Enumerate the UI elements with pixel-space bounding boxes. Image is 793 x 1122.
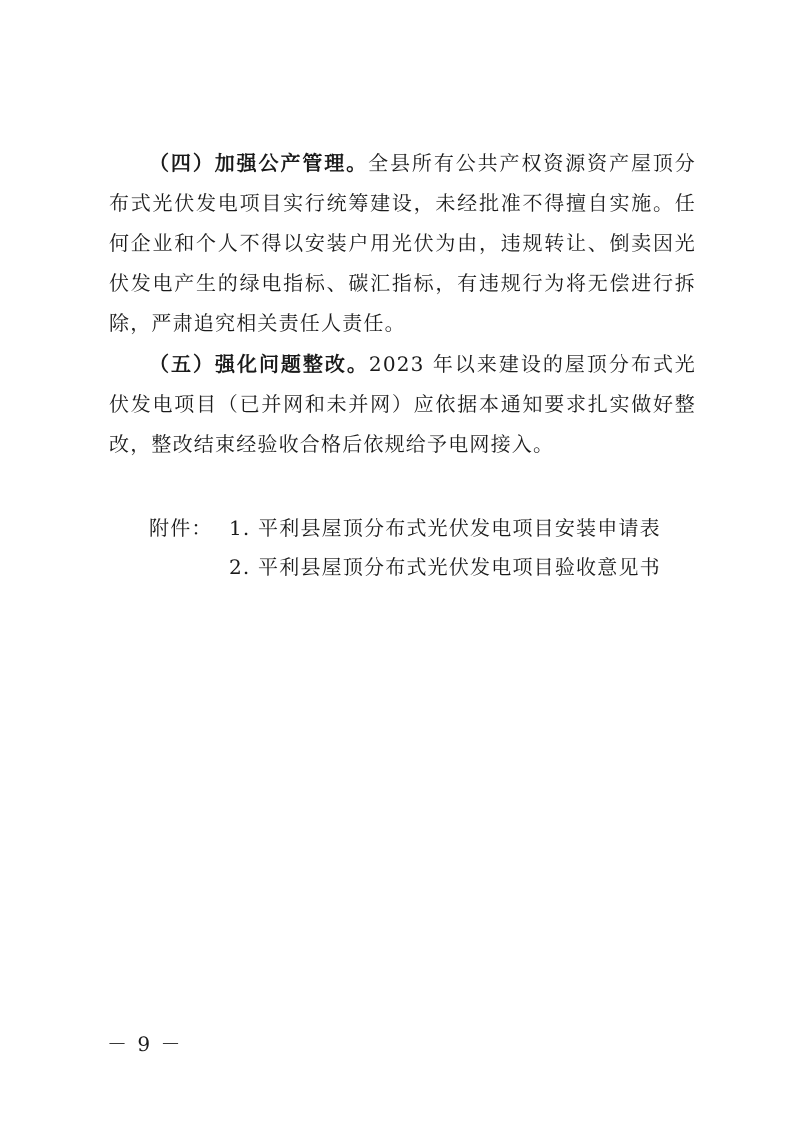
attachments-label: 附件： [149,516,213,540]
attachment-item-2: 2. 平利县屋顶分布式光伏发电项目验收意见书 [229,555,661,579]
section-body-4: 全县所有公共产权资源资产屋顶分布式光伏发电项目实行统筹建设，未经批准不得擅自实施。任何企业和个人不得以安装户用光伏为由，违规转让、倒卖因光伏发电产生的绿电指标、碳汇指标，有违规行为将无偿进行拆除，严肃追究相关责任人责任。 [109,151,697,335]
section-heading-4: （四）加强公产管理。 [149,151,369,175]
attachment-item-1: 1. 平利县屋顶分布式光伏发电项目安装申请表 [229,516,661,540]
section-paragraph-4 [109,143,696,343]
page-number: － 9 － [107,1032,183,1056]
section-heading-5: （五）强化问题整改。 [149,352,369,376]
section-paragraph-5 [109,344,696,464]
section-body-5: 2023 年以来建设的屋顶分布式光伏发电项目（已并网和未并网）应依据本通知要求扎实做好整改，整改结束经验收合格后依规给予电网接入。 [109,352,697,456]
